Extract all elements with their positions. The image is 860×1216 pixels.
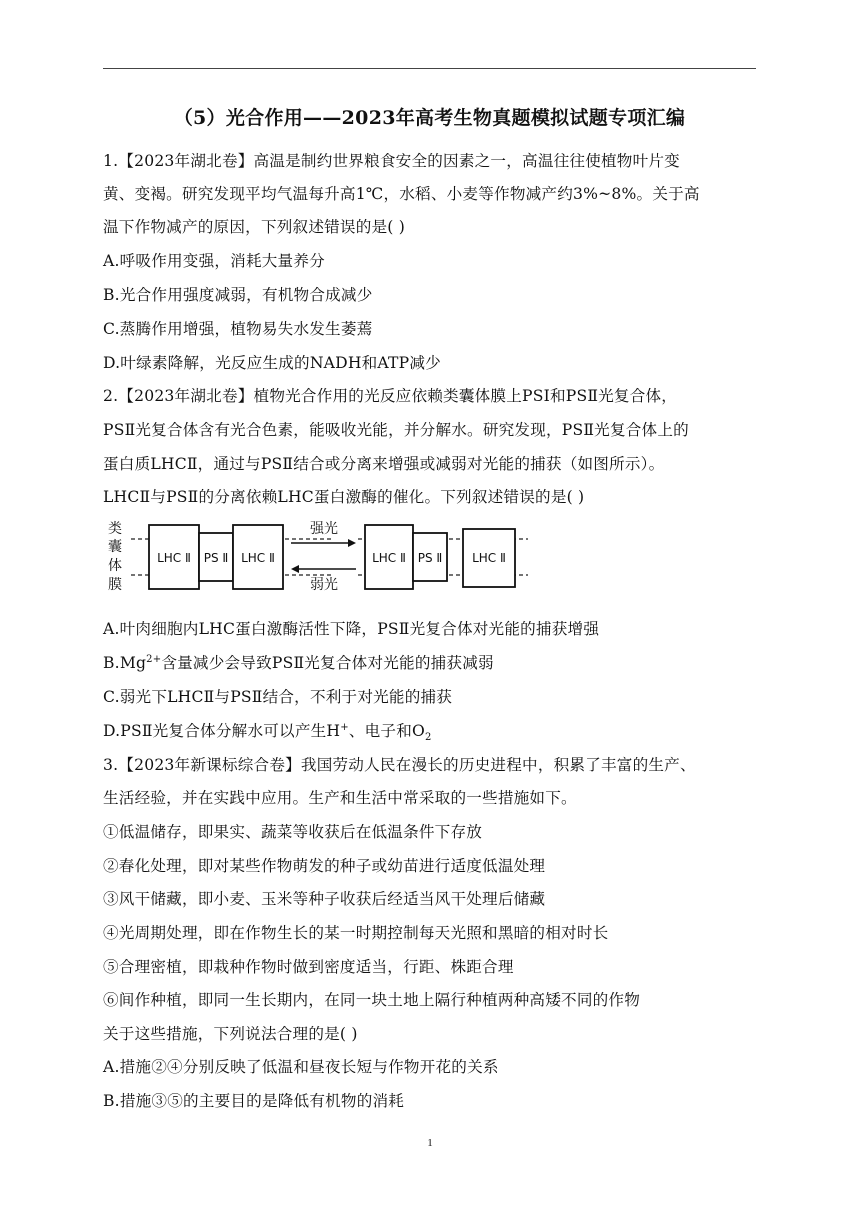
question-2-option-d: D.PSⅡ光复合体分解水可以产生H+、电子和$O_2$ xyxy=(103,721,432,744)
arrow-label-weak-light: 弱光 xyxy=(310,577,338,593)
question-2-option-b: $B.Mg^{2+}$含量减少会导致PSⅡ光复合体对光能的捕获减弱 xyxy=(103,653,494,672)
question-1-option-d: D.叶绿素降解，光反应生成的NADH和ATP减少 xyxy=(103,354,441,372)
question-1-option-c: C.蒸腾作用增强，植物易失水发生萎蔫 xyxy=(103,320,373,338)
question-1-line-1: 1.【2023年湖北卷】高温是制约世界粮食安全的因素之一，高温往往使植物叶片变 xyxy=(103,152,680,170)
question-3-stem: 关于这些措施，下列说法合理的是( ) xyxy=(103,1025,358,1043)
question-3-line-1: 3.【2023年新课标综合卷】我国劳动人民在漫长的历史进程中，积累了丰富的生产、 xyxy=(103,756,696,774)
question-3-option-b: B.措施③⑤的主要目的是降低有机物的消耗 xyxy=(103,1092,405,1110)
question-3-option-a: A.措施②④分别反映了低温和昼夜长短与作物开花的关系 xyxy=(103,1058,499,1076)
question-2-line-1: 2.【2023年湖北卷】植物光合作用的光反应依赖类囊体膜上PSⅠ和PSⅡ光复合体， xyxy=(103,387,678,405)
diagram-side-label-3: 体 xyxy=(108,558,122,574)
question-1-option-a: A.呼吸作用变强，消耗大量养分 xyxy=(103,252,325,270)
question-3-line-2: 生活经验，并在实践中应用。生产和生活中常采取的一些措施如下。 xyxy=(103,789,577,807)
question-2-option-a: A.叶肉细胞内LHC蛋白激酶活性下降，PSⅡ光复合体对光能的捕获增强 xyxy=(103,620,600,638)
arrow-label-strong-light: 强光 xyxy=(310,521,338,537)
ps2-label-right: PS Ⅱ xyxy=(417,551,443,565)
question-2-line-2: PSⅡ光复合体含有光合色素，能吸收光能，并分解水。研究发现，PSⅡ光复合体上的 xyxy=(103,421,689,439)
question-2-option-c: C.弱光下LHCⅡ与PSⅡ结合，不利于对光能的捕获 xyxy=(103,688,453,706)
thylakoid-membrane-diagram xyxy=(103,517,543,599)
measure-5: ⑤合理密植，即栽种作物时做到密度适当，行距、株距合理 xyxy=(103,958,514,976)
question-2-line-4: LHCⅡ与PSⅡ的分离依赖LHC蛋白激酶的催化。下列叙述错误的是( ) xyxy=(103,488,585,506)
measure-6: ⑥间作种植，即同一生长期内，在同一块土地上隔行种植两种高矮不同的作物 xyxy=(103,991,640,1009)
measure-2: ②春化处理，即对某些作物萌发的种子或幼苗进行适度低温处理 xyxy=(103,857,546,875)
question-2-line-3: 蛋白质LHCⅡ，通过与PSⅡ结合或分离来增强或减弱对光能的捕获（如图所示）。 xyxy=(103,455,665,473)
page-title: （5）光合作用——2023年高考生物真题模拟试题专项汇编 xyxy=(173,107,686,129)
diagram-side-label-2: 囊 xyxy=(108,539,122,555)
lhc2-label-right-1: LHC Ⅱ xyxy=(372,551,406,565)
ps2-label-left: PS Ⅱ xyxy=(203,551,229,565)
question-1-option-b: B.光合作用强度减弱，有机物合成减少 xyxy=(103,286,373,304)
lhc2-label-right-2: LHC Ⅱ xyxy=(472,551,506,565)
measure-4: ④光周期处理，即在作物生长的某一时期控制每天光照和黑暗的相对时长 xyxy=(103,924,609,942)
question-1-line-3: 温下作物减产的原因，下列叙述错误的是( ) xyxy=(103,218,406,236)
measure-1: ①低温储存，即果实、蔬菜等收获后在低温条件下存放 xyxy=(103,823,483,841)
measure-3: ③风干储藏，即小麦、玉米等种子收获后经适当风干处理后储藏 xyxy=(103,890,546,908)
header-rule xyxy=(103,68,756,69)
diagram-side-label-1: 类 xyxy=(108,521,122,537)
question-1-line-2: 黄、变褐。研究发现平均气温每升高1℃，水稻、小麦等作物减产约3%~8%。关于高 xyxy=(103,185,700,203)
diagram-side-label-4: 膜 xyxy=(108,577,122,593)
page-number: 1 xyxy=(427,1137,433,1149)
lhc2-label-left-1: LHC Ⅱ xyxy=(157,551,191,565)
lhc2-label-left-2: LHC Ⅱ xyxy=(241,551,275,565)
